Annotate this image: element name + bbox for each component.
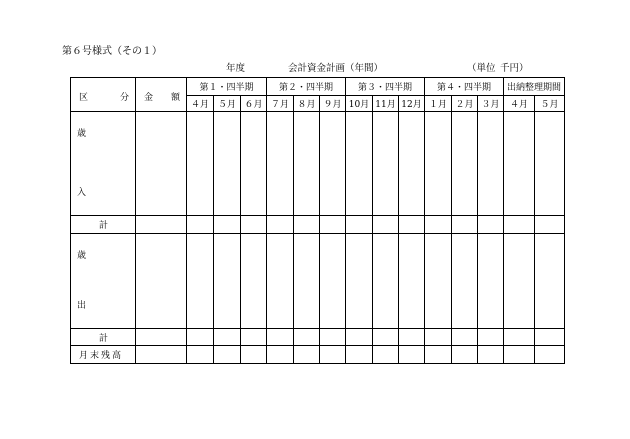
- balance-cell: [267, 346, 294, 364]
- balance-cell: [535, 346, 565, 364]
- revenue-label-top: 歳: [77, 129, 87, 139]
- expense-subtotal-cell: [346, 329, 373, 346]
- revenue-subtotal-cell: [241, 216, 267, 234]
- revenue-month-cell: [452, 112, 478, 216]
- revenue-month-cell: [320, 112, 346, 216]
- balance-cell: [504, 346, 535, 364]
- revenue-month-cell: [373, 112, 399, 216]
- revenue-amount-cell: [136, 112, 187, 216]
- expense-subtotal-cell: [241, 329, 267, 346]
- quarter-header-3: 第３・四半期: [346, 78, 425, 96]
- revenue-month-cell: [187, 112, 214, 216]
- expense-month-cell: [187, 234, 214, 329]
- expense-month-cell: [320, 234, 346, 329]
- balance-cell: [452, 346, 478, 364]
- revenue-month-cell: [214, 112, 241, 216]
- expense-month-cell: [214, 234, 241, 329]
- month-header: ５月: [214, 96, 241, 112]
- expense-month-cell: [241, 234, 267, 329]
- revenue-subtotal-cell: [478, 216, 504, 234]
- month-header: ５月: [535, 96, 565, 112]
- expense-month-cell: [478, 234, 504, 329]
- expense-subtotal-cell: [294, 329, 320, 346]
- form-number: 第６号様式（その１）: [62, 46, 162, 57]
- revenue-subtotal-cell: [452, 216, 478, 234]
- expense-amount-cell: [136, 234, 187, 329]
- expense-subtotal-cell: [214, 329, 241, 346]
- balance-cell: [425, 346, 452, 364]
- revenue-month-cell: [346, 112, 373, 216]
- amount-header-right: 額: [170, 93, 180, 103]
- expense-subtotal-label: 計: [71, 329, 136, 346]
- expense-subtotal-cell: [373, 329, 399, 346]
- expense-subtotal-cell: [452, 329, 478, 346]
- quarter-header-1: 第１・四半期: [187, 78, 267, 96]
- month-header: ４月: [504, 96, 535, 112]
- revenue-subtotal-cell: [399, 216, 425, 234]
- revenue-label-bottom: 入: [77, 188, 87, 198]
- expense-subtotal-cell: [504, 329, 535, 346]
- amount-header: [136, 78, 187, 112]
- expense-month-cell: [452, 234, 478, 329]
- expense-month-cell: [504, 234, 535, 329]
- unit-value: 千円）: [500, 63, 529, 74]
- revenue-subtotal-cell: [346, 216, 373, 234]
- month-header: ７月: [267, 96, 294, 112]
- quarter-header-4: 第４・四半期: [425, 78, 504, 96]
- expense-month-cell: [425, 234, 452, 329]
- quarter-header-2: 第２・四半期: [267, 78, 346, 96]
- balance-cell: [373, 346, 399, 364]
- balance-cell: [294, 346, 320, 364]
- balance-cell: [214, 346, 241, 364]
- revenue-month-cell: [241, 112, 267, 216]
- balance-cell: [241, 346, 267, 364]
- expense-subtotal-cell: [425, 329, 452, 346]
- kubun-header-left: 区: [79, 93, 89, 103]
- month-header: ６月: [241, 96, 267, 112]
- expense-subtotal-cell: [399, 329, 425, 346]
- balance-cell: [320, 346, 346, 364]
- revenue-subtotal-cell: [294, 216, 320, 234]
- revenue-subtotal-cell: [320, 216, 346, 234]
- revenue-subtotal-cell: [425, 216, 452, 234]
- amount-header-left: 金: [144, 93, 154, 103]
- expense-month-cell: [267, 234, 294, 329]
- expense-subtotal-cell: [187, 329, 214, 346]
- revenue-subtotal-cell: [504, 216, 535, 234]
- month-header: ８月: [294, 96, 320, 112]
- settlement-period-header: 出納整理期間: [504, 78, 565, 96]
- kubun-header: [71, 78, 136, 112]
- funding-plan-table: [70, 77, 565, 364]
- revenue-subtotal-cell: [214, 216, 241, 234]
- document-title: 会計資金計画（年間）: [288, 63, 384, 74]
- revenue-item-cell: [96, 112, 136, 216]
- revenue-label-cell: [71, 112, 96, 216]
- expense-subtotal-cell: [535, 329, 565, 346]
- revenue-month-cell: [267, 112, 294, 216]
- month-end-balance-label: 月末残高: [71, 346, 136, 364]
- expense-month-cell: [373, 234, 399, 329]
- expense-subtotal-cell: [478, 329, 504, 346]
- month-header: 11月: [373, 96, 399, 112]
- revenue-month-cell: [294, 112, 320, 216]
- expense-subtotal-cell: [320, 329, 346, 346]
- expense-label-cell: [71, 234, 96, 329]
- revenue-month-cell: [478, 112, 504, 216]
- month-header: １月: [425, 96, 452, 112]
- expense-month-cell: [535, 234, 565, 329]
- revenue-month-cell: [535, 112, 565, 216]
- revenue-subtotal-cell: [535, 216, 565, 234]
- expense-subtotal-amount: [136, 329, 187, 346]
- month-header: ４月: [187, 96, 214, 112]
- month-header: 12月: [399, 96, 425, 112]
- revenue-subtotal-cell: [267, 216, 294, 234]
- expense-month-cell: [399, 234, 425, 329]
- revenue-month-cell: [425, 112, 452, 216]
- balance-cell: [346, 346, 373, 364]
- expense-item-cell: [96, 234, 136, 329]
- revenue-month-cell: [504, 112, 535, 216]
- expense-month-cell: [346, 234, 373, 329]
- revenue-subtotal-label: 計: [71, 216, 136, 234]
- expense-month-cell: [294, 234, 320, 329]
- balance-cell: [399, 346, 425, 364]
- revenue-subtotal-cell: [187, 216, 214, 234]
- month-header: ９月: [320, 96, 346, 112]
- expense-label-bottom: 出: [77, 301, 87, 311]
- expense-label-top: 歳: [77, 251, 87, 261]
- unit-label: （単位: [467, 63, 496, 74]
- expense-subtotal-cell: [267, 329, 294, 346]
- kubun-header-right: 分: [119, 93, 129, 103]
- balance-cell: [478, 346, 504, 364]
- year-label: 年度: [226, 63, 246, 74]
- balance-cell: [187, 346, 214, 364]
- revenue-subtotal-amount: [136, 216, 187, 234]
- balance-amount: [136, 346, 187, 364]
- revenue-subtotal-cell: [373, 216, 399, 234]
- month-header: ２月: [452, 96, 478, 112]
- month-header: ３月: [478, 96, 504, 112]
- month-header: 10月: [346, 96, 373, 112]
- revenue-month-cell: [399, 112, 425, 216]
